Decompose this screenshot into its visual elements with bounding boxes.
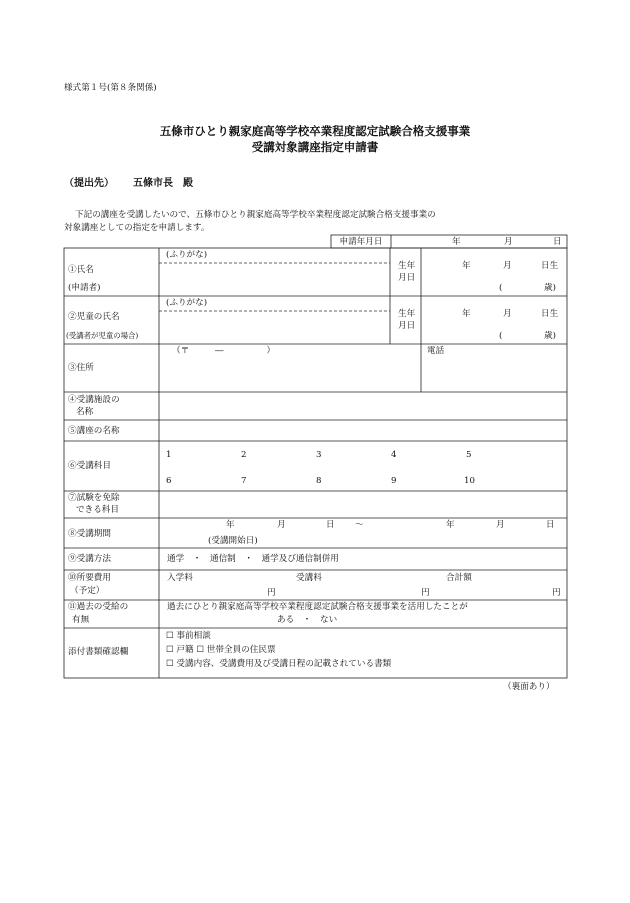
period-label: ⑧受講期間 bbox=[68, 529, 111, 539]
cost-admission-yen[interactable]: 円 bbox=[267, 588, 276, 598]
period-end-day[interactable]: 日 bbox=[546, 520, 555, 530]
applicant-age-open: ( bbox=[499, 283, 503, 293]
cost-admission-label: 入学料 bbox=[167, 573, 193, 583]
application-date-month[interactable]: 月 bbox=[504, 237, 513, 247]
intro-line-2: 対象講座としての指定を申請します。 bbox=[64, 223, 210, 233]
attachment-check-family-register[interactable]: ☐ 戸籍 ☐ 世帯全員の住民票 bbox=[166, 645, 276, 655]
title-line-1: 五條市ひとり親家庭高等学校卒業程度認定試験合格支援事業 bbox=[159, 124, 471, 138]
child-age-close[interactable]: 歳) bbox=[544, 331, 556, 341]
period-start-day[interactable]: 日 bbox=[326, 520, 335, 530]
subject-number[interactable]: 6 bbox=[166, 476, 172, 486]
child-birth-day[interactable]: 日生 bbox=[541, 309, 559, 319]
period-tilde: ～ bbox=[355, 520, 364, 530]
intro-line-1: 下記の講座を受講したいので、五條市ひとり親家庭高等学校卒業程度認定試験合格支援事業の bbox=[75, 210, 436, 220]
past-label-1: ⑪過去の受給の bbox=[68, 602, 129, 612]
child-birth-label-2: 月日 bbox=[398, 321, 416, 331]
cost-tuition-label: 受講料 bbox=[296, 573, 322, 583]
cost-total-label: 合計額 bbox=[446, 573, 472, 583]
applicant-label: ①氏名 bbox=[68, 265, 94, 275]
address-label: ③住所 bbox=[68, 363, 94, 373]
applicant-birth-label-1: 生年 bbox=[398, 261, 416, 271]
past-label-2: 有無 bbox=[72, 615, 90, 625]
subject-number[interactable]: 10 bbox=[464, 476, 475, 486]
facility-label-1: ④受講施設の bbox=[68, 395, 120, 405]
period-end-year[interactable]: 年 bbox=[446, 520, 455, 530]
child-birth-month[interactable]: 月 bbox=[503, 309, 512, 319]
subjects-label: ⑥受講科目 bbox=[68, 461, 111, 471]
child-sublabel: (受講者が児童の場合) bbox=[66, 331, 139, 340]
exempt-label-2: できる科目 bbox=[76, 505, 119, 515]
cost-label-2: （予定） bbox=[70, 586, 105, 596]
address-postal[interactable]: （〒 ― ） bbox=[172, 346, 276, 356]
method-options[interactable]: 通学 ・ 通信制 ・ 通学及び通信制併用 bbox=[167, 554, 339, 564]
applicant-age-close[interactable]: 歳) bbox=[544, 283, 556, 293]
past-question: 過去にひとり親家庭高等学校卒業程度認定試験合格支援事業を活用したことが bbox=[167, 602, 468, 612]
subject-number[interactable]: 4 bbox=[391, 450, 397, 460]
child-age-open: ( bbox=[499, 331, 503, 341]
subject-number[interactable]: 1 bbox=[166, 450, 172, 460]
course-label: ⑤講座の名称 bbox=[68, 426, 120, 436]
back-side-note: （裏面あり） bbox=[503, 682, 555, 692]
cost-tuition-yen[interactable]: 円 bbox=[421, 588, 430, 598]
past-answer[interactable]: ある ・ ない bbox=[277, 615, 338, 625]
period-end-month[interactable]: 月 bbox=[496, 520, 505, 530]
subject-number[interactable]: 2 bbox=[241, 450, 247, 460]
attachments-label: 添付書類確認欄 bbox=[68, 647, 129, 657]
method-label: ⑨受講方法 bbox=[68, 554, 111, 564]
child-birth-year[interactable]: 年 bbox=[462, 309, 471, 319]
subject-number[interactable]: 3 bbox=[316, 450, 322, 460]
period-note: (受講開始日) bbox=[208, 536, 258, 546]
subject-number[interactable]: 9 bbox=[391, 476, 397, 486]
child-birth-label-1: 生年 bbox=[398, 309, 416, 319]
title-line-2: 受講対象講座指定申請書 bbox=[251, 140, 379, 154]
subject-number[interactable]: 8 bbox=[316, 476, 322, 486]
applicant-birth-month[interactable]: 月 bbox=[503, 261, 512, 271]
applicant-birth-label-2: 月日 bbox=[398, 273, 416, 283]
facility-label-2: 名称 bbox=[76, 407, 94, 417]
applicant-birth-year[interactable]: 年 bbox=[462, 261, 471, 271]
attachment-check-course-documents[interactable]: ☐ 受講内容、受講費用及び受講日程の記載されている書類 bbox=[166, 659, 392, 669]
cost-label-1: ⑩所要費用 bbox=[68, 573, 111, 583]
attachment-check-consultation[interactable]: ☐ 事前相談 bbox=[166, 631, 211, 641]
application-date-day[interactable]: 日 bbox=[553, 237, 562, 247]
period-start-month[interactable]: 月 bbox=[277, 520, 286, 530]
addressee: 五條市長 殿 bbox=[133, 178, 193, 189]
application-date-label: 申請年月日 bbox=[339, 237, 383, 247]
applicant-sublabel: (申請者) bbox=[68, 283, 101, 293]
exempt-label-1: ⑦試験を免除 bbox=[68, 493, 120, 503]
subject-number[interactable]: 5 bbox=[466, 450, 472, 460]
applicant-furigana-label[interactable]: (ふりがな) bbox=[166, 250, 208, 260]
addressee-label: （提出先） bbox=[64, 178, 114, 189]
child-furigana-label[interactable]: (ふりがな) bbox=[166, 298, 208, 308]
cost-total-yen[interactable]: 円 bbox=[552, 588, 561, 598]
application-date-year[interactable]: 年 bbox=[452, 237, 461, 247]
applicant-birth-day[interactable]: 日生 bbox=[541, 261, 559, 271]
subject-number[interactable]: 7 bbox=[241, 476, 247, 486]
address-phone-label[interactable]: 電話 bbox=[427, 346, 445, 356]
form-number: 様式第１号(第８条関係) bbox=[64, 83, 157, 93]
period-start-year[interactable]: 年 bbox=[226, 520, 235, 530]
child-label: ②児童の氏名 bbox=[68, 312, 120, 322]
